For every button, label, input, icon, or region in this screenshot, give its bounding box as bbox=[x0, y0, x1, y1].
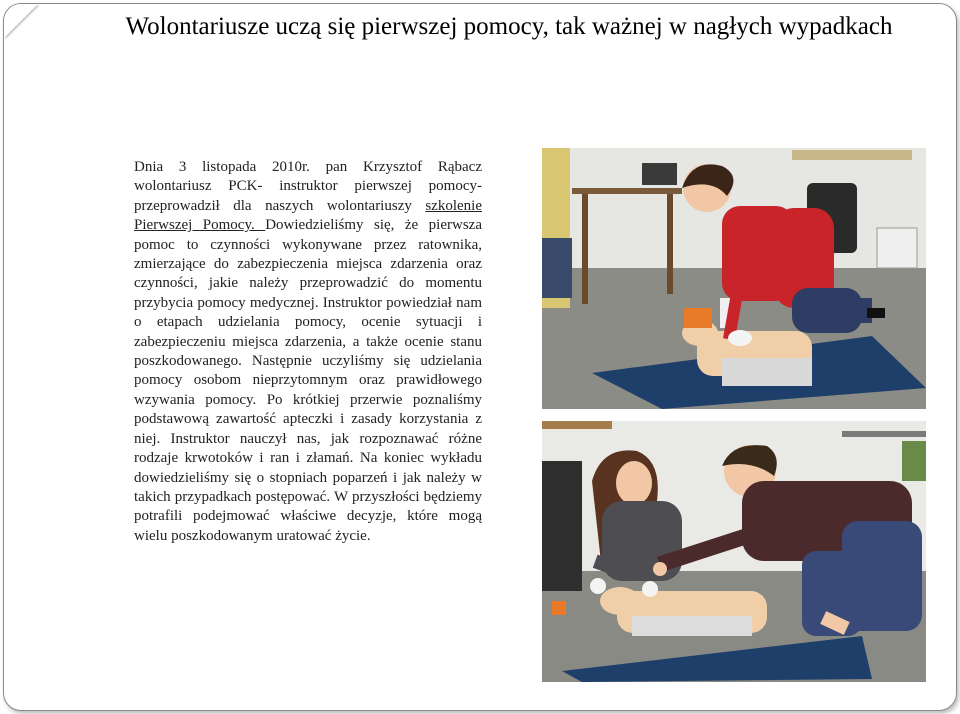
photo-cpr-practice-image bbox=[542, 421, 926, 682]
slide-title: Wolontariusze uczą się pierwszej pomocy, tak ważnej w nagłych wypadkach bbox=[125, 13, 893, 40]
slide bbox=[3, 3, 957, 711]
photo-cpr-red-sweater bbox=[542, 148, 926, 409]
body-text-rest: Dowiedzieliśmy się, że pierwsza pomoc to czynności wykonywane przez ratownika, zmierzające do zabezpieczenia miejsca zdarzenia oraz czynności, jakie należy przeprowadzić do momentu przybycia pomocy medycznej. Instruktor powiedział nam o etapach udzielania pomocy, ocenie sytuacji i zabezpieczeniu miejsca zdarzenia, a także ocenie stanu poszkodowanego. Następnie uczyliśmy się udzielania pomocy osobom nieprzytomnym oraz prawidłowego wzywania pomocy. Po krótkiej przerwie poznaliśmy podstawową zawartość apteczki i zasady korzystania z niej. Instruktor nauczył nas, jak rozpoznawać różne rodzaje krwotoków i ran i złamań. Na koniec wykładu dowiedzieliśmy się o stopniach poparzeń i jak należy w takich przypadkach postępować. W przyszłości będziemy potrafili podejmować właściwe decyzje, które mogą wielu poszkodowanym uratować życie. bbox=[134, 217, 482, 544]
photo-cpr-practice bbox=[542, 421, 926, 682]
article-text bbox=[134, 158, 482, 546]
photo-cpr-red-sweater-image bbox=[542, 148, 926, 409]
training-link[interactable]: szkolenie Pierwszej Pomocy. bbox=[134, 197, 482, 234]
intro-text: Dnia 3 listopada 2010r. pan Krzysztof Rąbacz wolontariusz PCK- instruktor pierwszej pomocy- przeprowadził dla naszych wolontariuszy bbox=[134, 159, 482, 214]
page-curl-corner bbox=[4, 4, 38, 38]
article-paragraph bbox=[134, 158, 482, 546]
